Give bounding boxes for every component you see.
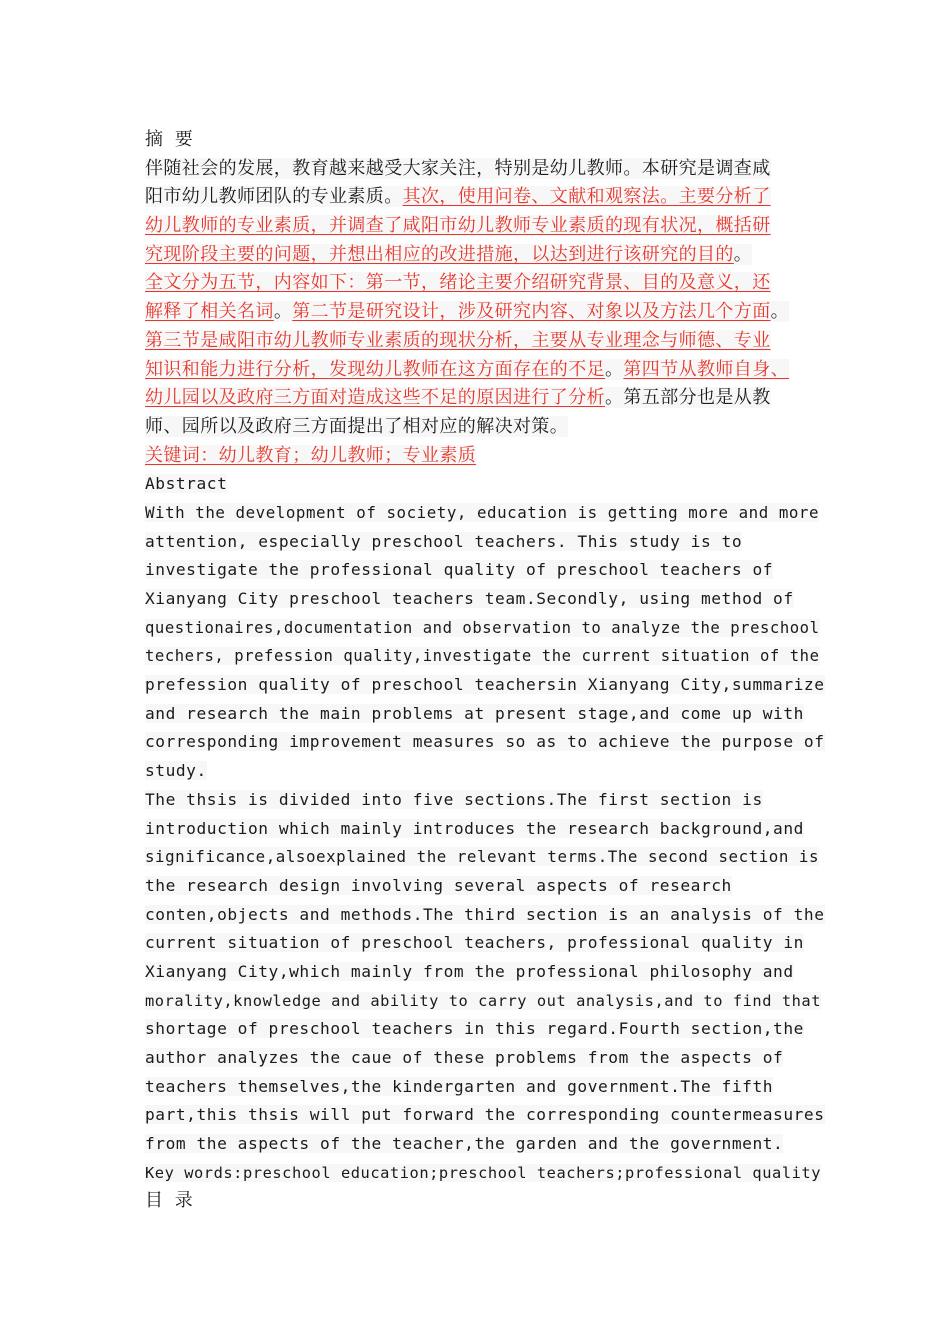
revised-text: 第四节从教师自身、 — [623, 358, 790, 380]
chinese-abstract-line — [145, 269, 825, 298]
document-body — [145, 126, 825, 1216]
english-abstract-line — [145, 671, 825, 700]
english-abstract-line — [145, 499, 825, 528]
english-abstract-line — [145, 987, 825, 1016]
chinese-abstract-line — [145, 384, 825, 413]
body-text: 。 — [605, 358, 624, 380]
english-abstract-line — [145, 843, 825, 872]
body-text: corresponding improvement measures so as to achieve the purpose of — [145, 732, 825, 752]
english-abstract — [145, 499, 825, 1159]
chinese-abstract-line — [145, 327, 825, 356]
chinese-abstract-line — [145, 183, 825, 212]
chinese-keywords — [145, 442, 825, 471]
body-text: questionaires,documentation and observation to analyze the preschool — [145, 618, 820, 637]
chinese-abstract-line — [145, 356, 825, 385]
body-text: shortage of preschool teachers in this regard.Fourth section,the — [145, 1019, 804, 1039]
body-text: With the development of society, education is getting more and more — [145, 502, 820, 522]
english-abstract-line — [145, 700, 825, 729]
english-abstract-line — [145, 815, 825, 844]
chinese-abstract — [145, 155, 825, 442]
english-abstract-line — [145, 585, 825, 614]
body-text: The thsis is divided into five sections.The first section is — [145, 789, 763, 809]
english-abstract-line — [145, 1015, 825, 1044]
body-text: conten,objects and methods.The third section is an analysis of the — [145, 904, 825, 924]
chinese-abstract-line — [145, 241, 825, 270]
english-abstract-heading-text: Abstract — [145, 474, 228, 494]
english-abstract-line — [145, 757, 825, 786]
body-text: teachers themselves,the kindergarten and government.The fifth — [145, 1076, 774, 1096]
english-abstract-line — [145, 786, 825, 815]
english-keywords-text: Key words:preschool education;preschool teachers;professional quality — [145, 1163, 822, 1182]
body-text: 阳市幼儿教师团队的专业素质。 — [145, 186, 403, 208]
revised-text: 幼儿园以及政府三方面对造成这些不足的原因进行了分析 — [145, 387, 605, 409]
chinese-abstract-line — [145, 212, 825, 241]
revised-text: 解释了相关名词 — [145, 301, 274, 323]
body-text: Xianyang City preschool teachers team.Secondly, using method of — [145, 589, 794, 608]
body-text: study. — [145, 761, 207, 781]
body-text: the research design involving several aspects of research — [145, 875, 732, 895]
english-abstract-line — [145, 642, 825, 671]
chinese-abstract-line — [145, 298, 825, 327]
english-abstract-line — [145, 1130, 825, 1159]
english-abstract-line — [145, 1044, 825, 1073]
body-text: introduction which mainly introduces the research background,and — [145, 818, 804, 838]
body-text: techers, prefession quality,investigate the current situation of the — [145, 647, 820, 666]
english-abstract-line — [145, 1101, 825, 1130]
body-text: attention, especially preschool teachers. This study is to — [145, 531, 743, 551]
english-abstract-line — [145, 901, 825, 930]
body-text: Xianyang City,which mainly from the professional philosophy and — [145, 961, 794, 981]
body-text: and research the main problems at present stage,and come up with — [145, 703, 804, 723]
body-text: 。 — [733, 243, 753, 265]
body-text: 伴随社会的发展，教育越来越受大家关注，特别是幼儿教师。本研究是调查咸 — [145, 157, 771, 179]
english-abstract-line — [145, 929, 825, 958]
body-text: 。 — [273, 301, 293, 323]
english-abstract-line — [145, 556, 825, 585]
english-abstract-heading — [145, 470, 825, 499]
abstract-heading: 摘 要 — [145, 129, 196, 150]
body-text: significance,alsoexplained the relevant terms.The second section is — [145, 847, 820, 867]
revised-text: 知识和能力进行分析，发现幼儿教师在这方面存在的不足 — [145, 358, 605, 380]
body-text: 。 — [770, 301, 790, 323]
body-text: investigate the professional quality of preschool teachers of — [145, 560, 774, 580]
body-text: 。第五部分也是从教 — [605, 387, 771, 409]
english-abstract-line — [145, 872, 825, 901]
english-abstract-line — [145, 528, 825, 557]
revised-text: 究现阶段主要的问题，并想出相应的改进措施，以达到进行该研究的目的 — [145, 243, 734, 265]
revised-text: 第二节是研究设计，涉及研究内容、对象以及方法几个方面 — [292, 301, 771, 323]
english-abstract-line — [145, 614, 825, 643]
body-text: current situation of preschool teachers, professional quality in — [145, 933, 804, 953]
chinese-abstract-line — [145, 155, 825, 184]
body-text: from the aspects of the teacher,the garden and the government. — [145, 1134, 784, 1154]
english-abstract-line — [145, 728, 825, 757]
revised-text: 其次，使用问卷、文献和观察法。主要分析了 — [402, 186, 771, 208]
english-abstract-line — [145, 1073, 825, 1102]
chinese-keywords-text: 关键词：幼儿教育；幼儿教师；专业素质 — [145, 444, 477, 466]
english-keywords — [145, 1159, 825, 1188]
body-text: 师、园所以及政府三方面提出了相对应的解决对策。 — [145, 415, 569, 437]
body-text: prefession quality of preschool teachersin Xianyang City,summarize — [145, 675, 825, 695]
body-text: morality,knowledge and ability to carry out analysis,and to find that — [145, 991, 822, 1010]
english-abstract-line — [145, 958, 825, 987]
body-text: author analyzes the caue of these problems from the aspects of — [145, 1048, 784, 1067]
chinese-abstract-line — [145, 413, 825, 442]
revised-text: 第三节是咸阳市幼儿教师专业素质的现状分析，主要从专业理念与师德、专业 — [145, 329, 771, 351]
revised-text: 幼儿教师的专业素质，并调查了咸阳市幼儿教师专业素质的现有状况，概括研 — [145, 215, 771, 237]
body-text: part,this thsis will put forward the corresponding countermeasures — [145, 1105, 825, 1125]
revised-text: 全文分为五节，内容如下：第一节，绪论主要介绍研究背景、目的及意义，还 — [145, 272, 771, 294]
toc-heading: 目 录 — [145, 1190, 196, 1212]
